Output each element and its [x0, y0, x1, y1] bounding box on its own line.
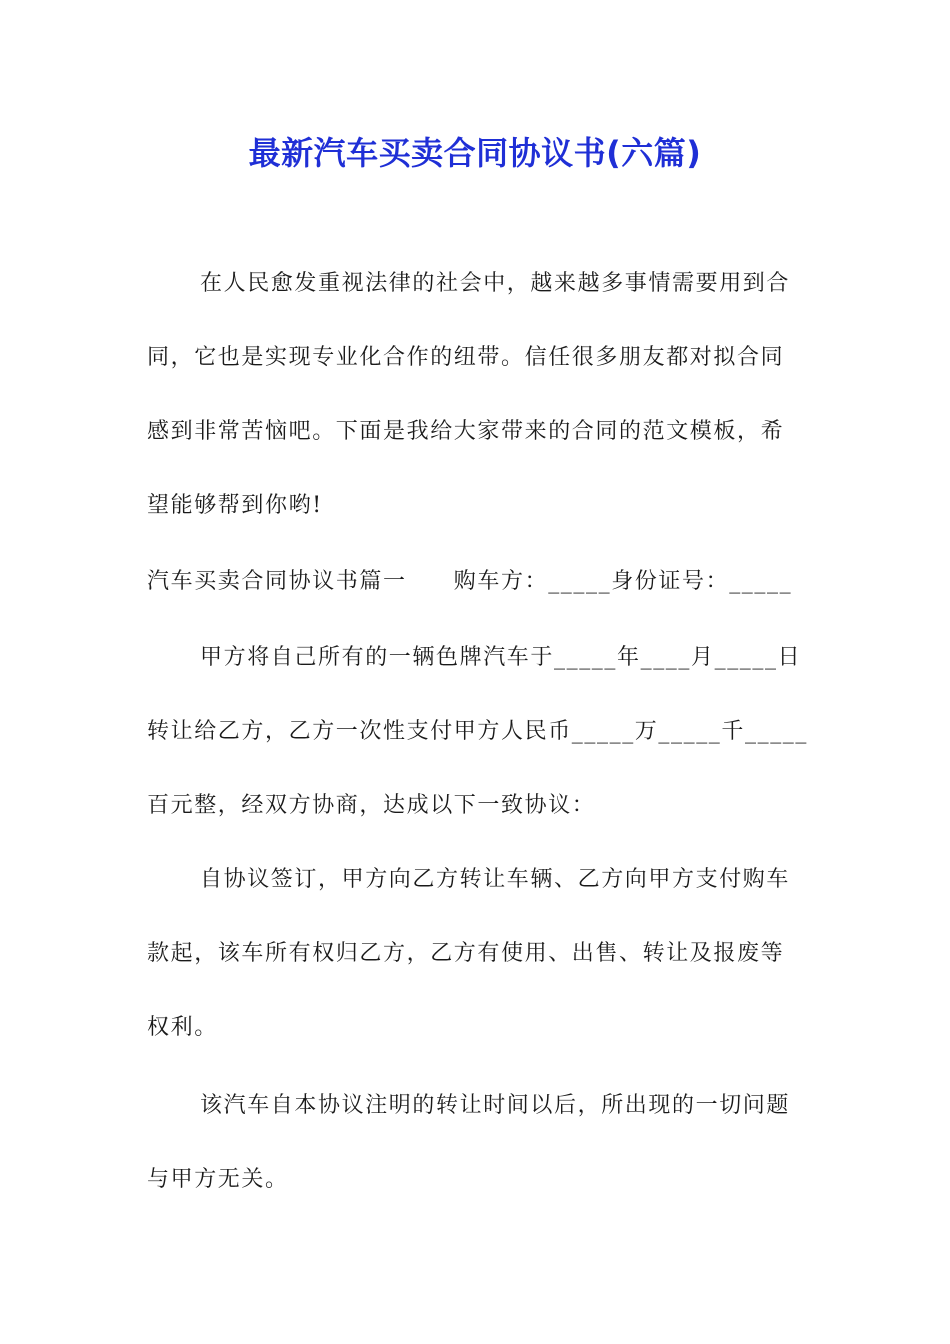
body-line-10: 款起，该车所有权归乙方，乙方有使用、出售、转让及报废等	[147, 941, 785, 966]
body-line-2: 同，它也是实现专业化合作的纽带。信任很多朋友都对拟合同	[147, 345, 785, 370]
body-line-13: 与甲方无关。	[147, 1167, 289, 1192]
body-line-3: 感到非常苦恼吧。下面是我给大家带来的合同的范文模板，希	[147, 419, 785, 444]
body-line-12: 该汽车自本协议注明的转让时间以后，所出现的一切问题	[200, 1093, 791, 1118]
body-line-4: 望能够帮到你哟!	[147, 493, 323, 518]
body-line-7: 转让给乙方，乙方一次性支付甲方人民币_____万_____千_____	[147, 719, 809, 744]
body-line-8: 百元整，经双方协商，达成以下一致协议：	[147, 793, 596, 818]
document-title: 最新汽车买卖合同协议书(六篇)	[248, 134, 702, 172]
body-line-11: 权利。	[147, 1015, 218, 1040]
body-line-6: 甲方将自己所有的一辆色牌汽车于_____年____月_____日	[200, 645, 802, 670]
section-heading-line: 汽车买卖合同协议书篇一 购车方：_____身份证号：_____	[147, 569, 793, 594]
body-line-9: 自协议签订，甲方向乙方转让车辆、乙方向甲方支付购车	[200, 867, 791, 892]
body-line-1: 在人民愈发重视法律的社会中，越来越多事情需要用到合	[200, 271, 791, 296]
